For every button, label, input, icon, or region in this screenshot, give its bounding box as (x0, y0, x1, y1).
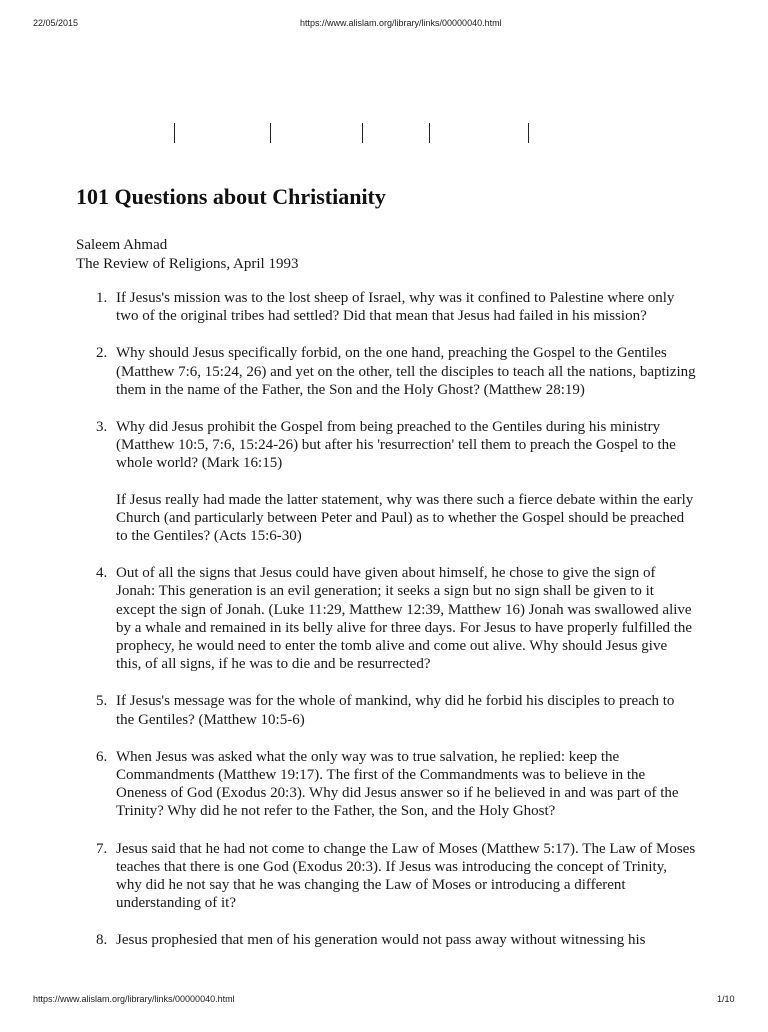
question-text: If Jesus's mission was to the lost sheep of Israel, why was it confined to Palestine where only two of the original tribes had settled? Did that mean that Jesus had failed in his mission? (116, 290, 675, 325)
question-number: 1. (96, 290, 108, 306)
nav-link[interactable] (431, 123, 526, 143)
question-item (76, 840, 696, 913)
question-text: Why did Jesus prohibit the Gospel from being preached to the Gentiles during his ministry (Matthew 10:5, 7:6, 15:24-26) but after his 'resurrection' tell them to preach the Gospel to the whole world? (Mark 16:15) (116, 419, 676, 472)
nav-separator (528, 123, 529, 143)
nav-separator (362, 123, 363, 143)
print-footer (0, 994, 768, 1032)
question-item (76, 931, 696, 949)
question-text: When Jesus was asked what the only way was to true salvation, he replied: keep the Commandments (Matthew 19:17). The first of the Commandments was to believe in the Oneness of God (Exodus 20:3). Why did Jesus answer so if he believed in and was part of the Trinity? Why did he not refer to the Father, the Son, and the Holy Ghost? (116, 748, 679, 820)
nav-link[interactable] (272, 123, 360, 143)
author-name: Saleem Ahmad (76, 237, 168, 253)
nav-separator (270, 123, 271, 143)
question-number: 4. (96, 565, 108, 582)
question-text: Out of all the signs that Jesus could have given about himself, he chose to give the sign of Jonah: This generation is an evil generation; it seeks a sign but no sign shall be given to it except the sign of Jonah. (Luke 11:29, Matthew 12:39, Matthew 16) Jonah was swallowed alive by a whale and remained in its belly alive for three days. For Jesus to have properly fulfilled the prophecy, he would need to enter the tomb alive and come out alive. Why should Jesus give this, of all signs, if he was to die and be resurrected? (116, 565, 693, 673)
question-number: 2. (96, 345, 108, 362)
nav-separator (174, 123, 175, 143)
question-item (76, 748, 696, 821)
question-number: 3. (96, 419, 108, 436)
article-meta (76, 236, 298, 274)
question-item (76, 564, 696, 673)
question-text: Jesus prophesied that men of his generation would not pass away without witnessing his (116, 932, 646, 949)
question-text: Jesus said that he had not come to change the Law of Moses (Matthew 5:17). The Law of Moses teaches that there is one God (Exodus 20:3). If Jesus was introducing the concept of Trinity, why did he not say that he was changing the Law of Moses or introducing a different understanding of it? (116, 840, 696, 912)
print-footer-url: https://www.alislam.org/library/links/00000040.html (33, 994, 235, 1004)
question-item (76, 344, 696, 399)
question-item (76, 289, 696, 325)
print-header (0, 18, 768, 30)
question-text: If Jesus really had made the latter statement, why was there such a fierce debate within the early Church (and particularly between Peter and Paul) as to whether the Gospel should be preached to the Gentiles? (Acts 15:6-30) (116, 491, 694, 545)
question-list (76, 289, 696, 969)
nav-separator (429, 123, 430, 143)
nav-link[interactable] (364, 123, 427, 143)
question-number: 8. (96, 932, 108, 949)
print-header-url: https://www.alislam.org/library/links/00000040.html (300, 18, 502, 28)
question-item (76, 418, 696, 545)
question-number: 7. (96, 840, 108, 857)
print-date: 22/05/2015 (33, 18, 79, 28)
question-item (76, 692, 696, 728)
article-source: The Review of Religions, April 1993 (76, 256, 299, 272)
nav-bar (0, 123, 768, 145)
question-number: 5. (96, 693, 108, 710)
question-text: If Jesus's message was for the whole of mankind, why did he forbid his disciples to preach to the Gentiles? (Matthew 10:5-6) (116, 693, 675, 728)
page-title: 101 Questions about Christianity (76, 184, 386, 209)
page-number: 1/10 (717, 994, 735, 1004)
question-number: 6. (96, 748, 108, 765)
question-text: Why should Jesus specifically forbid, on the one hand, preaching the Gospel to the Gentiles (Matthew 7:6, 15:24, 26) and yet on the other, tell the disciples to teach all the nations, baptizing them in the name of the Father, the Son and the Holy Ghost? (Matthew 28:19) (116, 345, 696, 398)
nav-link[interactable] (176, 123, 268, 143)
